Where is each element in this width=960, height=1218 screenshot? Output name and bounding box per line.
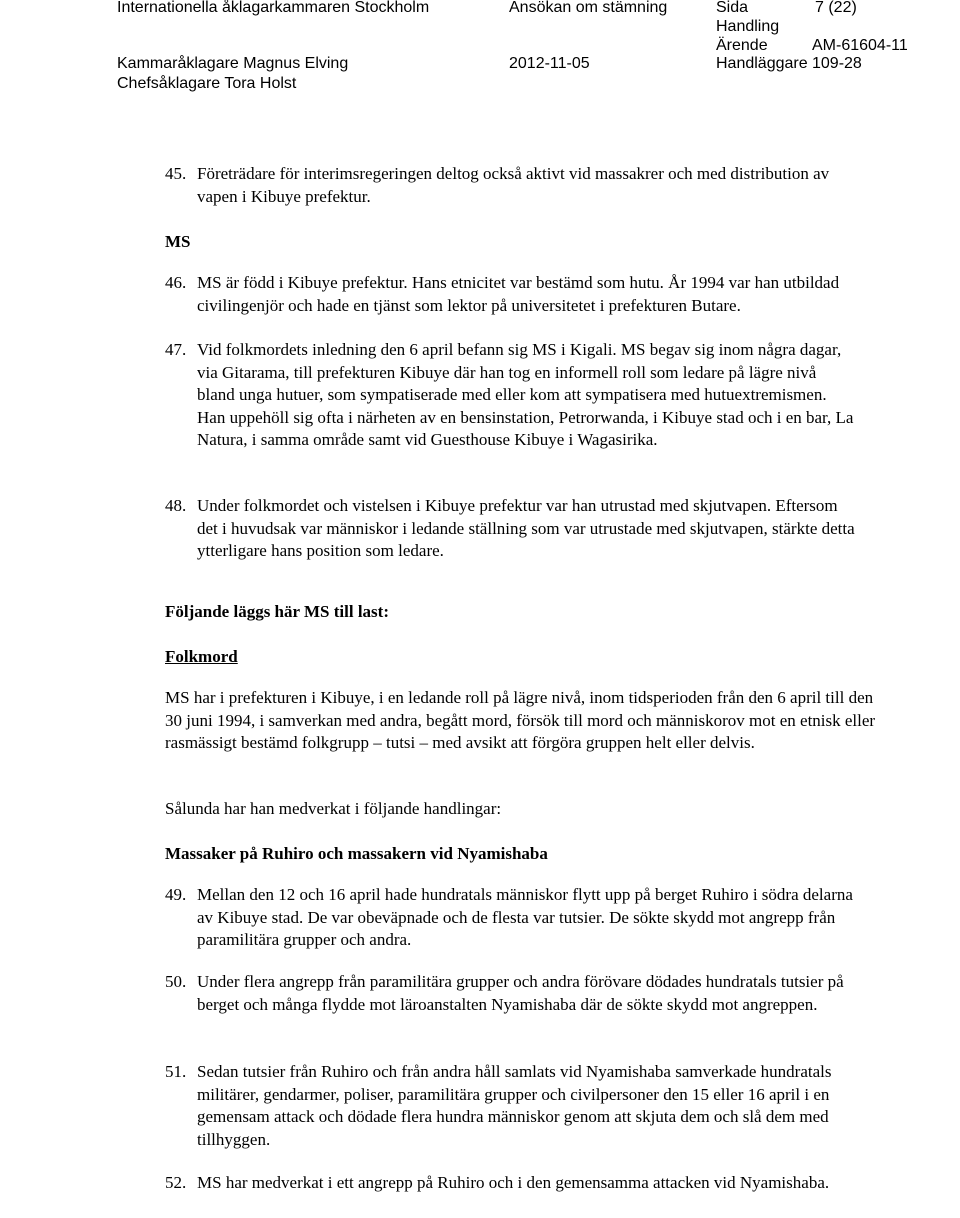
section-label-ms: MS xyxy=(165,232,191,251)
header-prosecutor-2: Chefsåklagare Tora Holst xyxy=(117,75,297,92)
paragraph-number: 45. xyxy=(165,164,187,183)
paragraph-number: 47. xyxy=(165,340,187,359)
paragraph-51 xyxy=(165,1061,855,1151)
paragraph-text: Sedan tutsier från Ruhiro och från andra håll samlats vid Nyamishaba samverkade hundratals militärer, gendarmer, poliser, paramilitära grupper och civilpersoner den 15 eller 16 april i en gemensam attack och dödade flera hundra människor genom att skjuta dem och slå dem med tillhyggen. xyxy=(197,1062,832,1149)
charges-heading: Följande läggs här MS till last: xyxy=(165,602,389,621)
folkmord-heading: Folkmord xyxy=(165,647,238,666)
paragraph-number: 51. xyxy=(165,1062,187,1081)
paragraph-47 xyxy=(165,339,855,452)
header-arende-value: AM-61604-11 xyxy=(812,37,908,54)
header-organization: Internationella åklagarkammaren Stockholm xyxy=(117,0,430,16)
massaker-heading: Massaker på Ruhiro och massakern vid Nyamishaba xyxy=(165,844,548,863)
header-handlaggare-label: Handläggare xyxy=(716,55,808,72)
header-date: 2012-11-05 xyxy=(509,55,590,72)
header-prosecutor-1: Kammaråklagare Magnus Elving xyxy=(117,55,349,72)
paragraph-52 xyxy=(165,1172,855,1195)
header-page-value: 7 (22) xyxy=(815,0,857,16)
header-document-type: Ansökan om stämning xyxy=(509,0,668,16)
charge-paragraph: MS har i prefekturen i Kibuye, i en ledande roll på lägre nivå, inom tidsperioden från den 6 april till den 30 juni 1994, i samverkan med andra, begått mord, försök till mord och människorov mot en etnisk eller rasmässigt bestämd folkgrupp – tutsi – med avsikt att förgöra gruppen helt eller delvis. xyxy=(165,688,876,752)
paragraph-number: 52. xyxy=(165,1173,187,1192)
paragraph-45 xyxy=(165,163,855,208)
paragraph-text: Under folkmordet och vistelsen i Kibuye prefektur var han utrustad med skjutvapen. Eftersom det i huvudsak var människor i ledande ställning som var utrustade med skjutvapen, stärkte detta ytterligare hans position som ledare. xyxy=(197,496,855,560)
paragraph-text: MS har medverkat i ett angrepp på Ruhiro och i den gemensamma attacken vid Nyamishaba. xyxy=(197,1173,830,1192)
header-arende-label: Ärende xyxy=(716,37,768,54)
paragraph-number: 49. xyxy=(165,885,187,904)
paragraph-49 xyxy=(165,884,855,952)
paragraph-text: Företrädare för interimsregeringen deltog också aktivt vid massakrer och med distribution av vapen i Kibuye prefektur. xyxy=(197,164,830,206)
paragraph-50 xyxy=(165,971,855,1016)
acts-intro: Sålunda har han medverkat i följande handlingar: xyxy=(165,799,502,818)
paragraph-number: 50. xyxy=(165,972,187,991)
paragraph-46 xyxy=(165,272,855,317)
header-handlaggare-value: 109-28 xyxy=(812,55,862,72)
paragraph-number: 46. xyxy=(165,273,187,292)
paragraph-48 xyxy=(165,495,855,563)
paragraph-text: Mellan den 12 och 16 april hade hundratals människor flytt upp på berget Ruhiro i södra delarna av Kibuye stad. De var obeväpnade och de flesta var tutsier. De sökte skydd mot angrepp från paramilitära grupper och andra. xyxy=(197,885,853,949)
paragraph-text: Vid folkmordets inledning den 6 april befann sig MS i Kigali. MS begav sig inom några dagar, via Gitarama, till prefekturen Kibuye där han tog en informell roll som ledare på lägre nivå bland unga hutuer, som sympatiserade med eller kom att sympatisera med hutuextremismen. Han uppehöll sig ofta i närheten av en bensinstation, Petrorwanda, i Kibuye stad och i en bar, La Natura, i samma område samt vid Guesthouse Kibuye i Wagasirika. xyxy=(197,340,854,449)
header-page-label: Sida xyxy=(716,0,749,16)
paragraph-number: 48. xyxy=(165,496,187,515)
header-handling-label: Handling xyxy=(716,18,780,35)
paragraph-text: Under flera angrepp från paramilitära grupper och andra förövare dödades hundratals tutsier på berget och många flydde mot läroanstalten Nyamishaba där de sökte skydd mot angreppen. xyxy=(197,972,844,1014)
paragraph-text: MS är född i Kibuye prefektur. Hans etnicitet var bestämd som hutu. År 1994 var han utbildad civilingenjör och hade en tjänst som lektor på universitetet i prefekturen Butare. xyxy=(197,273,840,315)
